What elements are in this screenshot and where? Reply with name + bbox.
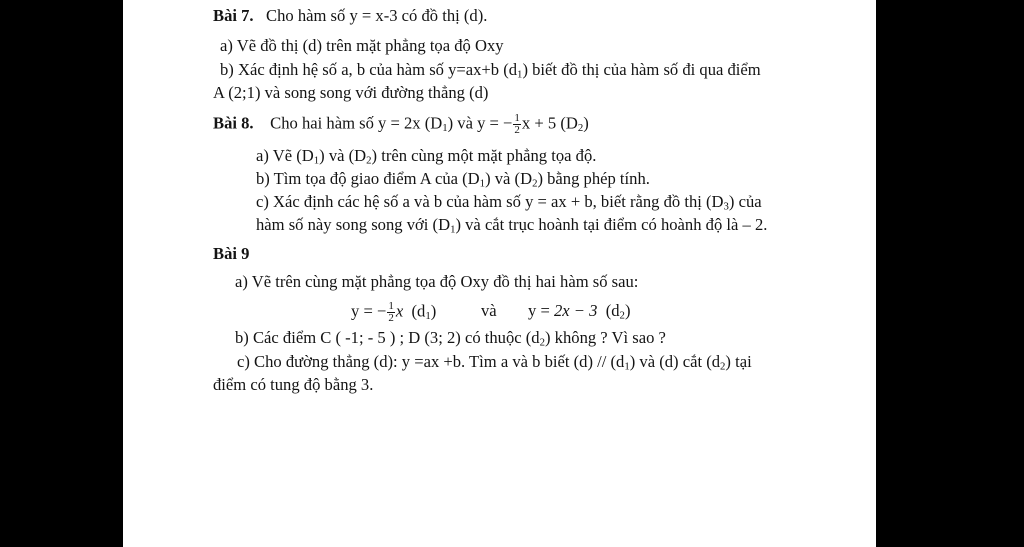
bai9-part-a: a) Vẽ trên cùng mặt phẳng tọa độ Oxy đồ thị hai hàm số sau: (235, 272, 639, 291)
bai9-equation-d2: y = 2x − 3 $(d_2)$ (528, 301, 631, 322)
bai7-part-a: a) Vẽ đồ thị (d) trên mặt phẳng tọa độ Oxy (220, 36, 504, 55)
bai9-part-b: b) Các điểm C ( -1; - 5 ) ; D (3; 2) có thuộc $(d_2)$ không ? Vì sao ? (235, 328, 666, 349)
conjunction-va: và (481, 301, 497, 320)
bai7-heading-line (213, 6, 487, 26)
bai9-part-c-cont: điểm có tung độ bằng 3. (213, 375, 374, 394)
bai7-statement: Cho hàm số y = x-3 có đồ thị (d). (266, 6, 488, 25)
bai9-equation-d1: y = − $\frac{1}{2}$ x $(d_1)$ (351, 300, 437, 324)
bai8-part-c: c) Xác định các hệ số a và b của hàm số y = ax + b, biết rằng đồ thị $(D_3)$ của (256, 192, 762, 213)
bai9-title: Bài 9 (213, 244, 250, 263)
bai8-title: Bài 8. (213, 113, 254, 133)
bai8-part-a: a) Vẽ $(D_1)$ và $(D_2)$ trên cùng một mặt phẳng tọa độ. (256, 146, 597, 167)
bai7-part-b-cont: A (2;1) và song song với đường thẳng (d) (213, 83, 489, 102)
bai8-heading-line: Bài 8. Cho hai hàm số y = 2x $(D_1)$ và y = − $\frac{1}{2}$ x + 5 $(D_2)$ (213, 112, 589, 136)
bai7-part-b: b) Xác định hệ số a, b của hàm số y=ax+b $(d_1)$ biết đồ thị của hàm số đi qua điểm (220, 60, 761, 81)
document-page (123, 0, 876, 547)
bai9-part-c: c) Cho đường thẳng (d): y =ax +b. Tìm a và b biết $(d) // (d_1)$ và (d) cắt $(d_2)$ tại (237, 352, 752, 373)
fraction-one-half: $\frac{1}{2}$ (514, 112, 520, 136)
bai8-part-b: b) Tìm tọa độ giao điểm A của $(D_1)$ và $(D_2)$ bằng phép tính. (256, 169, 650, 190)
bai8-part-c-cont: hàm số này song song với $(D_1)$ và cắt trục hoành tại điểm có hoành độ là – 2. (256, 215, 768, 236)
fraction-one-half: $\frac{1}{2}$ (388, 300, 394, 324)
bai7-title: Bài 7. (213, 6, 254, 25)
